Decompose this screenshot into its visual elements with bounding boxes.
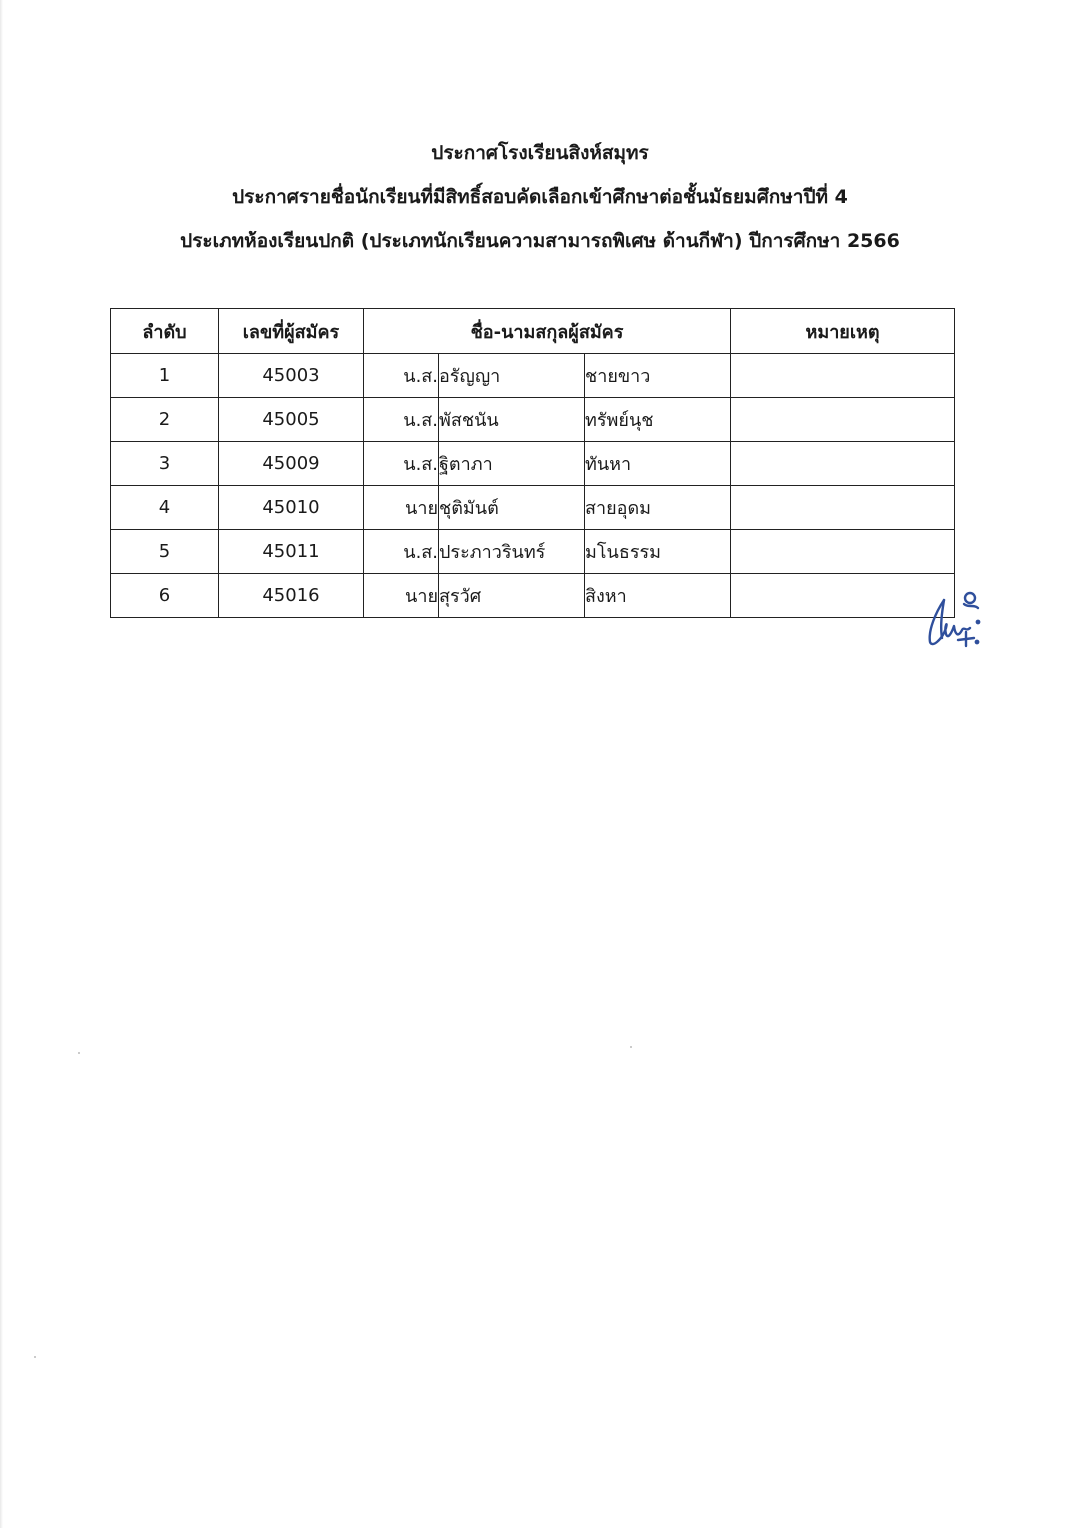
announcement-subtitle: ประกาศรายชื่อนักเรียนที่มีสิทธิ์สอบคัดเลือกเข้าศึกษาต่อชั้นมัธยมศึกษาปีที่ 4 [232,186,848,208]
header-order: ลำดับ [111,309,219,354]
name-prefix-cell: น.ส. [364,442,439,486]
remark-cell [731,398,955,442]
first-name-cell: ฐิตาภา [439,442,585,486]
first-name-cell: ประภาวรินทร์ [439,530,585,574]
first-name-cell: อรัญญา [439,354,585,398]
last-name-cell: ชายขาว [585,354,731,398]
scan-speck [78,1052,80,1054]
applicant-table [110,308,955,618]
remark-cell [731,574,955,618]
table-row [111,442,955,486]
name-prefix-cell: น.ส. [364,530,439,574]
name-prefix-cell: นาย [364,486,439,530]
header-name: ชื่อ-นามสกุลผู้สมัคร [364,309,731,354]
table-row [111,574,955,618]
handwritten-signature [922,582,984,650]
last-name-cell: ทรัพย์นุช [585,398,731,442]
first-name-cell: สุรวัศ [439,574,585,618]
applicant-no-cell: 45009 [219,442,364,486]
applicant-no-cell: 45016 [219,574,364,618]
table-row [111,398,955,442]
order-cell: 3 [111,442,219,486]
order-cell: 1 [111,354,219,398]
table-row [111,354,955,398]
scan-speck [630,1046,632,1048]
header-applicant-no: เลขที่ผู้สมัคร [219,309,364,354]
remark-cell [731,442,955,486]
last-name-cell: สิงหา [585,574,731,618]
last-name-cell: มโนธรรม [585,530,731,574]
applicant-no-cell: 45005 [219,398,364,442]
school-announcement-title: ประกาศโรงเรียนสิงห์สมุทร [431,142,649,164]
order-cell: 5 [111,530,219,574]
first-name-cell: พัสชนัน [439,398,585,442]
header-remark: หมายเหตุ [731,309,955,354]
order-cell: 6 [111,574,219,618]
name-prefix-cell: นาย [364,574,439,618]
table-row [111,486,955,530]
last-name-cell: ทันหา [585,442,731,486]
announcement-category: ประเภทห้องเรียนปกติ (ประเภทนักเรียนความสามารถพิเศษ ด้านกีฬา) ปีการศึกษา 2566 [180,230,900,252]
remark-cell [731,530,955,574]
order-cell: 4 [111,486,219,530]
applicant-no-cell: 45011 [219,530,364,574]
applicant-no-cell: 45010 [219,486,364,530]
order-cell: 2 [111,398,219,442]
scan-speck [34,1356,36,1358]
table-row [111,530,955,574]
applicant-no-cell: 45003 [219,354,364,398]
remark-cell [731,486,955,530]
name-prefix-cell: น.ส. [364,398,439,442]
first-name-cell: ชุติมันต์ [439,486,585,530]
remark-cell [731,354,955,398]
name-prefix-cell: น.ส. [364,354,439,398]
table-header-row [111,309,955,354]
last-name-cell: สายอุดม [585,486,731,530]
